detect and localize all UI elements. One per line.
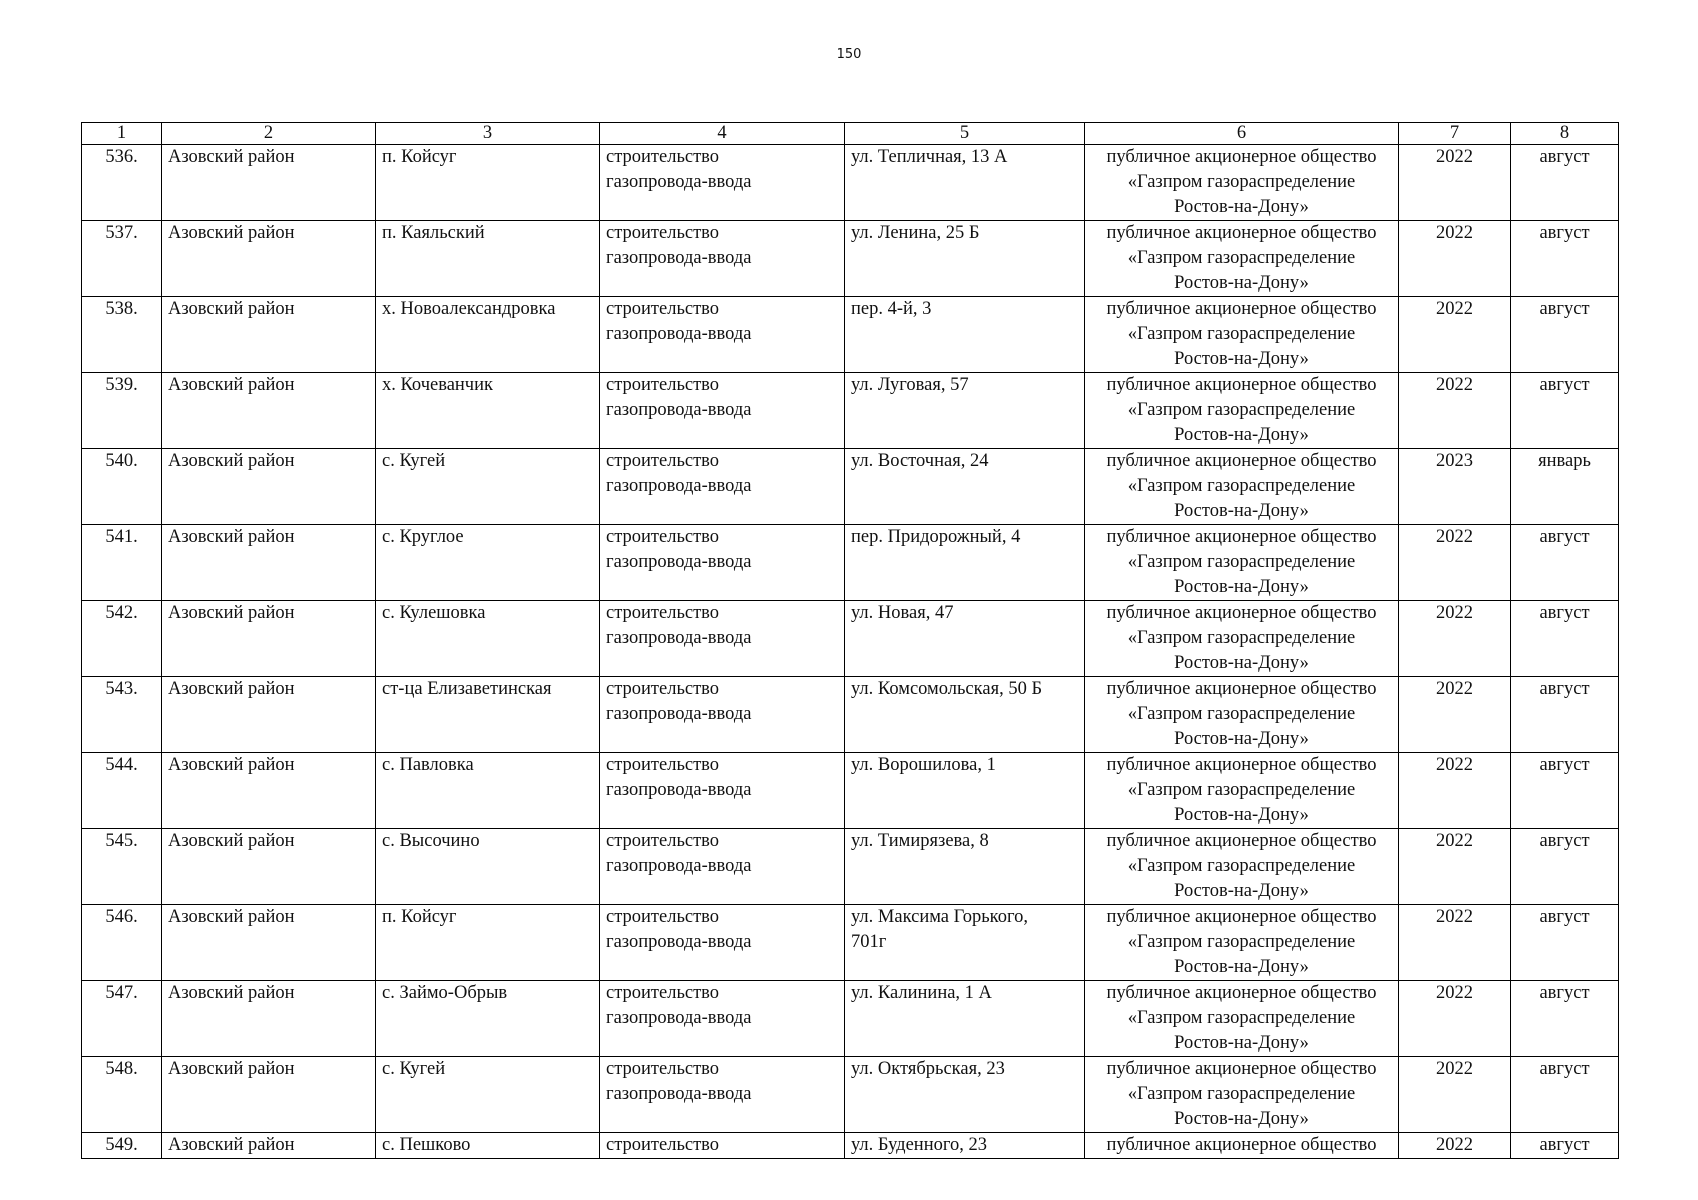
address-cell-line: пер. 4-й, 3 bbox=[851, 299, 932, 319]
work-cell-line: газопровода-ввода bbox=[606, 628, 752, 648]
address-cell bbox=[845, 145, 1085, 221]
settlement-cell: с. Кулешовка bbox=[376, 601, 600, 677]
district-cell: Азовский район bbox=[162, 753, 376, 829]
month-cell: август bbox=[1511, 373, 1619, 449]
table-row bbox=[82, 601, 1619, 677]
district-cell: Азовский район bbox=[162, 677, 376, 753]
work-cell-line: строительство bbox=[606, 1135, 720, 1155]
work-cell-line: газопровода-ввода bbox=[606, 172, 752, 192]
executor-cell bbox=[1085, 677, 1399, 753]
executor-cell-line: публичное акционерное общество bbox=[1106, 1059, 1377, 1079]
executor-cell bbox=[1085, 753, 1399, 829]
column-header-8: 8 bbox=[1511, 123, 1619, 145]
executor-cell-line: Ростов-на-Дону» bbox=[1174, 653, 1309, 673]
row-number: 547. bbox=[82, 981, 162, 1057]
month-cell: август bbox=[1511, 221, 1619, 297]
row-number: 543. bbox=[82, 677, 162, 753]
address-cell bbox=[845, 753, 1085, 829]
district-cell: Азовский район bbox=[162, 981, 376, 1057]
executor-cell-line: публичное акционерное общество bbox=[1106, 527, 1377, 547]
address-cell bbox=[845, 677, 1085, 753]
table-row bbox=[82, 753, 1619, 829]
work-cell-line: газопровода-ввода bbox=[606, 476, 752, 496]
work-cell bbox=[600, 373, 845, 449]
executor-cell-line: публичное акционерное общество bbox=[1106, 679, 1377, 699]
executor-cell bbox=[1085, 297, 1399, 373]
executor-cell-line: Ростов-на-Дону» bbox=[1174, 957, 1309, 977]
executor-cell-line: «Газпром газораспределение bbox=[1127, 400, 1356, 420]
executor-cell-line: публичное акционерное общество bbox=[1106, 983, 1377, 1003]
address-cell-line: ул. Тепличная, 13 А bbox=[851, 147, 1008, 167]
settlement-cell: ст-ца Елизаветинская bbox=[376, 677, 600, 753]
executor-cell-line: «Газпром газораспределение bbox=[1127, 1008, 1356, 1028]
executor-cell bbox=[1085, 905, 1399, 981]
district-cell: Азовский район bbox=[162, 829, 376, 905]
header-row bbox=[82, 123, 1619, 145]
work-cell bbox=[600, 677, 845, 753]
year-cell: 2022 bbox=[1399, 601, 1511, 677]
executor-cell bbox=[1085, 1057, 1399, 1133]
row-number: 537. bbox=[82, 221, 162, 297]
address-cell-line: ул. Ленина, 25 Б bbox=[851, 223, 980, 243]
table-row bbox=[82, 1057, 1619, 1133]
executor-cell-line: Ростов-на-Дону» bbox=[1174, 349, 1309, 369]
executor-cell bbox=[1085, 1133, 1399, 1159]
row-number: 549. bbox=[82, 1133, 162, 1159]
district-cell: Азовский район bbox=[162, 525, 376, 601]
work-cell-line: строительство bbox=[606, 375, 720, 395]
month-cell: август bbox=[1511, 753, 1619, 829]
work-cell-line: газопровода-ввода bbox=[606, 400, 752, 420]
row-number: 542. bbox=[82, 601, 162, 677]
work-cell bbox=[600, 525, 845, 601]
executor-cell-line: Ростов-на-Дону» bbox=[1174, 1109, 1309, 1129]
executor-cell-line: публичное акционерное общество bbox=[1106, 451, 1377, 471]
executor-cell-line: публичное акционерное общество bbox=[1106, 299, 1377, 319]
work-cell bbox=[600, 221, 845, 297]
work-cell bbox=[600, 753, 845, 829]
address-cell bbox=[845, 981, 1085, 1057]
table-body bbox=[82, 145, 1619, 1159]
address-cell-line: 701г bbox=[851, 932, 887, 952]
executor-cell-line: Ростов-на-Дону» bbox=[1174, 805, 1309, 825]
row-number: 539. bbox=[82, 373, 162, 449]
work-cell-line: строительство bbox=[606, 831, 720, 851]
month-cell: август bbox=[1511, 677, 1619, 753]
work-cell-line: строительство bbox=[606, 223, 720, 243]
address-cell bbox=[845, 1133, 1085, 1159]
settlement-cell: с. Павловка bbox=[376, 753, 600, 829]
work-cell-line: газопровода-ввода bbox=[606, 324, 752, 344]
work-cell-line: газопровода-ввода bbox=[606, 856, 752, 876]
row-number: 540. bbox=[82, 449, 162, 525]
executor-cell-line: Ростов-на-Дону» bbox=[1174, 881, 1309, 901]
work-cell-line: строительство bbox=[606, 907, 720, 927]
executor-cell-line: «Газпром газораспределение bbox=[1127, 628, 1356, 648]
column-header-5: 5 bbox=[845, 123, 1085, 145]
year-cell: 2022 bbox=[1399, 981, 1511, 1057]
address-cell bbox=[845, 829, 1085, 905]
executor-cell-line: публичное акционерное общество bbox=[1106, 831, 1377, 851]
executor-cell-line: публичное акционерное общество bbox=[1106, 755, 1377, 775]
row-number: 545. bbox=[82, 829, 162, 905]
address-cell bbox=[845, 221, 1085, 297]
month-cell: январь bbox=[1511, 449, 1619, 525]
executor-cell-line: «Газпром газораспределение bbox=[1127, 932, 1356, 952]
work-cell-line: газопровода-ввода bbox=[606, 1084, 752, 1104]
address-cell-line: ул. Калинина, 1 А bbox=[851, 983, 992, 1003]
executor-cell-line: Ростов-на-Дону» bbox=[1174, 197, 1309, 217]
work-cell-line: строительство bbox=[606, 147, 720, 167]
district-cell: Азовский район bbox=[162, 601, 376, 677]
address-cell-line: ул. Новая, 47 bbox=[851, 603, 954, 623]
table-row bbox=[82, 145, 1619, 221]
executor-cell-line: Ростов-на-Дону» bbox=[1174, 425, 1309, 445]
table-row bbox=[82, 221, 1619, 297]
work-cell bbox=[600, 1133, 845, 1159]
work-cell-line: строительство bbox=[606, 603, 720, 623]
settlement-cell: п. Койсуг bbox=[376, 145, 600, 221]
address-cell-line: ул. Восточная, 24 bbox=[851, 451, 989, 471]
district-cell: Азовский район bbox=[162, 1057, 376, 1133]
work-cell bbox=[600, 905, 845, 981]
year-cell: 2022 bbox=[1399, 829, 1511, 905]
work-cell bbox=[600, 1057, 845, 1133]
address-cell-line: ул. Буденного, 23 bbox=[851, 1135, 987, 1155]
address-cell-line: ул. Ворошилова, 1 bbox=[851, 755, 996, 775]
settlement-cell: х. Кочеванчик bbox=[376, 373, 600, 449]
year-cell: 2022 bbox=[1399, 297, 1511, 373]
executor-cell-line: Ростов-на-Дону» bbox=[1174, 273, 1309, 293]
work-cell-line: газопровода-ввода bbox=[606, 704, 752, 724]
work-cell-line: строительство bbox=[606, 679, 720, 699]
work-cell-line: газопровода-ввода bbox=[606, 552, 752, 572]
month-cell: август bbox=[1511, 297, 1619, 373]
column-header-2: 2 bbox=[162, 123, 376, 145]
table-row bbox=[82, 1133, 1619, 1159]
address-cell-line: ул. Комсомольская, 50 Б bbox=[851, 679, 1043, 699]
settlement-cell: п. Койсуг bbox=[376, 905, 600, 981]
district-cell: Азовский район bbox=[162, 297, 376, 373]
year-cell: 2022 bbox=[1399, 677, 1511, 753]
table-row bbox=[82, 373, 1619, 449]
executor-cell-line: Ростов-на-Дону» bbox=[1174, 577, 1309, 597]
settlement-cell: х. Новоалександровка bbox=[376, 297, 600, 373]
settlement-cell: с. Круглое bbox=[376, 525, 600, 601]
district-cell: Азовский район bbox=[162, 221, 376, 297]
year-cell: 2022 bbox=[1399, 373, 1511, 449]
executor-cell bbox=[1085, 601, 1399, 677]
column-header-1: 1 bbox=[82, 123, 162, 145]
address-cell-line: ул. Максима Горького, bbox=[851, 907, 1028, 927]
year-cell: 2022 bbox=[1399, 905, 1511, 981]
address-cell bbox=[845, 297, 1085, 373]
column-header-6: 6 bbox=[1085, 123, 1399, 145]
executor-cell-line: публичное акционерное общество bbox=[1106, 907, 1377, 927]
table-row bbox=[82, 905, 1619, 981]
address-cell bbox=[845, 449, 1085, 525]
executor-cell-line: публичное акционерное общество bbox=[1106, 603, 1377, 623]
work-cell bbox=[600, 145, 845, 221]
settlement-cell: с. Высочино bbox=[376, 829, 600, 905]
address-cell bbox=[845, 905, 1085, 981]
address-cell bbox=[845, 525, 1085, 601]
month-cell: август bbox=[1511, 905, 1619, 981]
work-cell bbox=[600, 449, 845, 525]
address-cell-line: ул. Тимирязева, 8 bbox=[851, 831, 989, 851]
table-row bbox=[82, 449, 1619, 525]
row-number: 536. bbox=[82, 145, 162, 221]
month-cell: август bbox=[1511, 145, 1619, 221]
table-row bbox=[82, 297, 1619, 373]
table-row bbox=[82, 525, 1619, 601]
work-cell-line: газопровода-ввода bbox=[606, 1008, 752, 1028]
address-cell-line: ул. Октябрьская, 23 bbox=[851, 1059, 1005, 1079]
address-cell bbox=[845, 601, 1085, 677]
executor-cell-line: «Газпром газораспределение bbox=[1127, 552, 1356, 572]
district-cell: Азовский район bbox=[162, 1133, 376, 1159]
year-cell: 2023 bbox=[1399, 449, 1511, 525]
month-cell: август bbox=[1511, 829, 1619, 905]
table-header bbox=[82, 123, 1619, 145]
work-cell-line: газопровода-ввода bbox=[606, 780, 752, 800]
district-cell: Азовский район bbox=[162, 905, 376, 981]
table-row bbox=[82, 677, 1619, 753]
executor-cell-line: «Газпром газораспределение bbox=[1127, 248, 1356, 268]
work-cell-line: строительство bbox=[606, 299, 720, 319]
column-header-4: 4 bbox=[600, 123, 845, 145]
executor-cell bbox=[1085, 981, 1399, 1057]
executor-cell-line: Ростов-на-Дону» bbox=[1174, 729, 1309, 749]
row-number: 538. bbox=[82, 297, 162, 373]
executor-cell-line: публичное акционерное общество bbox=[1106, 147, 1377, 167]
executor-cell-line: публичное акционерное общество bbox=[1106, 1135, 1377, 1155]
work-cell bbox=[600, 829, 845, 905]
executor-cell bbox=[1085, 221, 1399, 297]
address-cell bbox=[845, 373, 1085, 449]
executor-cell-line: «Газпром газораспределение bbox=[1127, 324, 1356, 344]
year-cell: 2022 bbox=[1399, 1057, 1511, 1133]
work-cell-line: строительство bbox=[606, 451, 720, 471]
row-number: 546. bbox=[82, 905, 162, 981]
settlement-cell: с. Кугей bbox=[376, 1057, 600, 1133]
settlement-cell: с. Пешково bbox=[376, 1133, 600, 1159]
executor-cell-line: публичное акционерное общество bbox=[1106, 375, 1377, 395]
address-cell-line: ул. Луговая, 57 bbox=[851, 375, 969, 395]
work-cell bbox=[600, 297, 845, 373]
executor-cell-line: Ростов-на-Дону» bbox=[1174, 501, 1309, 521]
executor-cell bbox=[1085, 449, 1399, 525]
executor-cell bbox=[1085, 373, 1399, 449]
settlement-cell: с. Займо-Обрыв bbox=[376, 981, 600, 1057]
row-number: 548. bbox=[82, 1057, 162, 1133]
page-number: 150 bbox=[836, 47, 862, 62]
executor-cell-line: «Газпром газораспределение bbox=[1127, 1084, 1356, 1104]
executor-cell-line: публичное акционерное общество bbox=[1106, 223, 1377, 243]
settlement-cell: с. Кугей bbox=[376, 449, 600, 525]
work-cell-line: строительство bbox=[606, 1059, 720, 1079]
year-cell: 2022 bbox=[1399, 753, 1511, 829]
executor-cell-line: «Газпром газораспределение bbox=[1127, 476, 1356, 496]
work-cell bbox=[600, 601, 845, 677]
table-row bbox=[82, 981, 1619, 1057]
work-cell-line: газопровода-ввода bbox=[606, 932, 752, 952]
row-number: 544. bbox=[82, 753, 162, 829]
month-cell: август bbox=[1511, 525, 1619, 601]
district-cell: Азовский район bbox=[162, 449, 376, 525]
work-cell-line: строительство bbox=[606, 527, 720, 547]
settlement-cell: п. Каяльский bbox=[376, 221, 600, 297]
executor-cell bbox=[1085, 145, 1399, 221]
column-header-7: 7 bbox=[1399, 123, 1511, 145]
work-cell bbox=[600, 981, 845, 1057]
schedule-table bbox=[81, 122, 1619, 1159]
year-cell: 2022 bbox=[1399, 145, 1511, 221]
work-cell-line: строительство bbox=[606, 755, 720, 775]
district-cell: Азовский район bbox=[162, 145, 376, 221]
year-cell: 2022 bbox=[1399, 525, 1511, 601]
work-cell-line: строительство bbox=[606, 983, 720, 1003]
row-number: 541. bbox=[82, 525, 162, 601]
district-cell: Азовский район bbox=[162, 373, 376, 449]
executor-cell bbox=[1085, 525, 1399, 601]
executor-cell bbox=[1085, 829, 1399, 905]
executor-cell-line: «Газпром газораспределение bbox=[1127, 172, 1356, 192]
year-cell: 2022 bbox=[1399, 1133, 1511, 1159]
address-cell bbox=[845, 1057, 1085, 1133]
month-cell: август bbox=[1511, 1057, 1619, 1133]
year-cell: 2022 bbox=[1399, 221, 1511, 297]
work-cell-line: газопровода-ввода bbox=[606, 248, 752, 268]
month-cell: август bbox=[1511, 981, 1619, 1057]
month-cell: август bbox=[1511, 601, 1619, 677]
address-cell-line: пер. Придорожный, 4 bbox=[851, 527, 1021, 547]
column-header-3: 3 bbox=[376, 123, 600, 145]
executor-cell-line: «Газпром газораспределение bbox=[1127, 780, 1356, 800]
table-row bbox=[82, 829, 1619, 905]
month-cell: август bbox=[1511, 1133, 1619, 1159]
executor-cell-line: «Газпром газораспределение bbox=[1127, 856, 1356, 876]
executor-cell-line: Ростов-на-Дону» bbox=[1174, 1033, 1309, 1053]
executor-cell-line: «Газпром газораспределение bbox=[1127, 704, 1356, 724]
